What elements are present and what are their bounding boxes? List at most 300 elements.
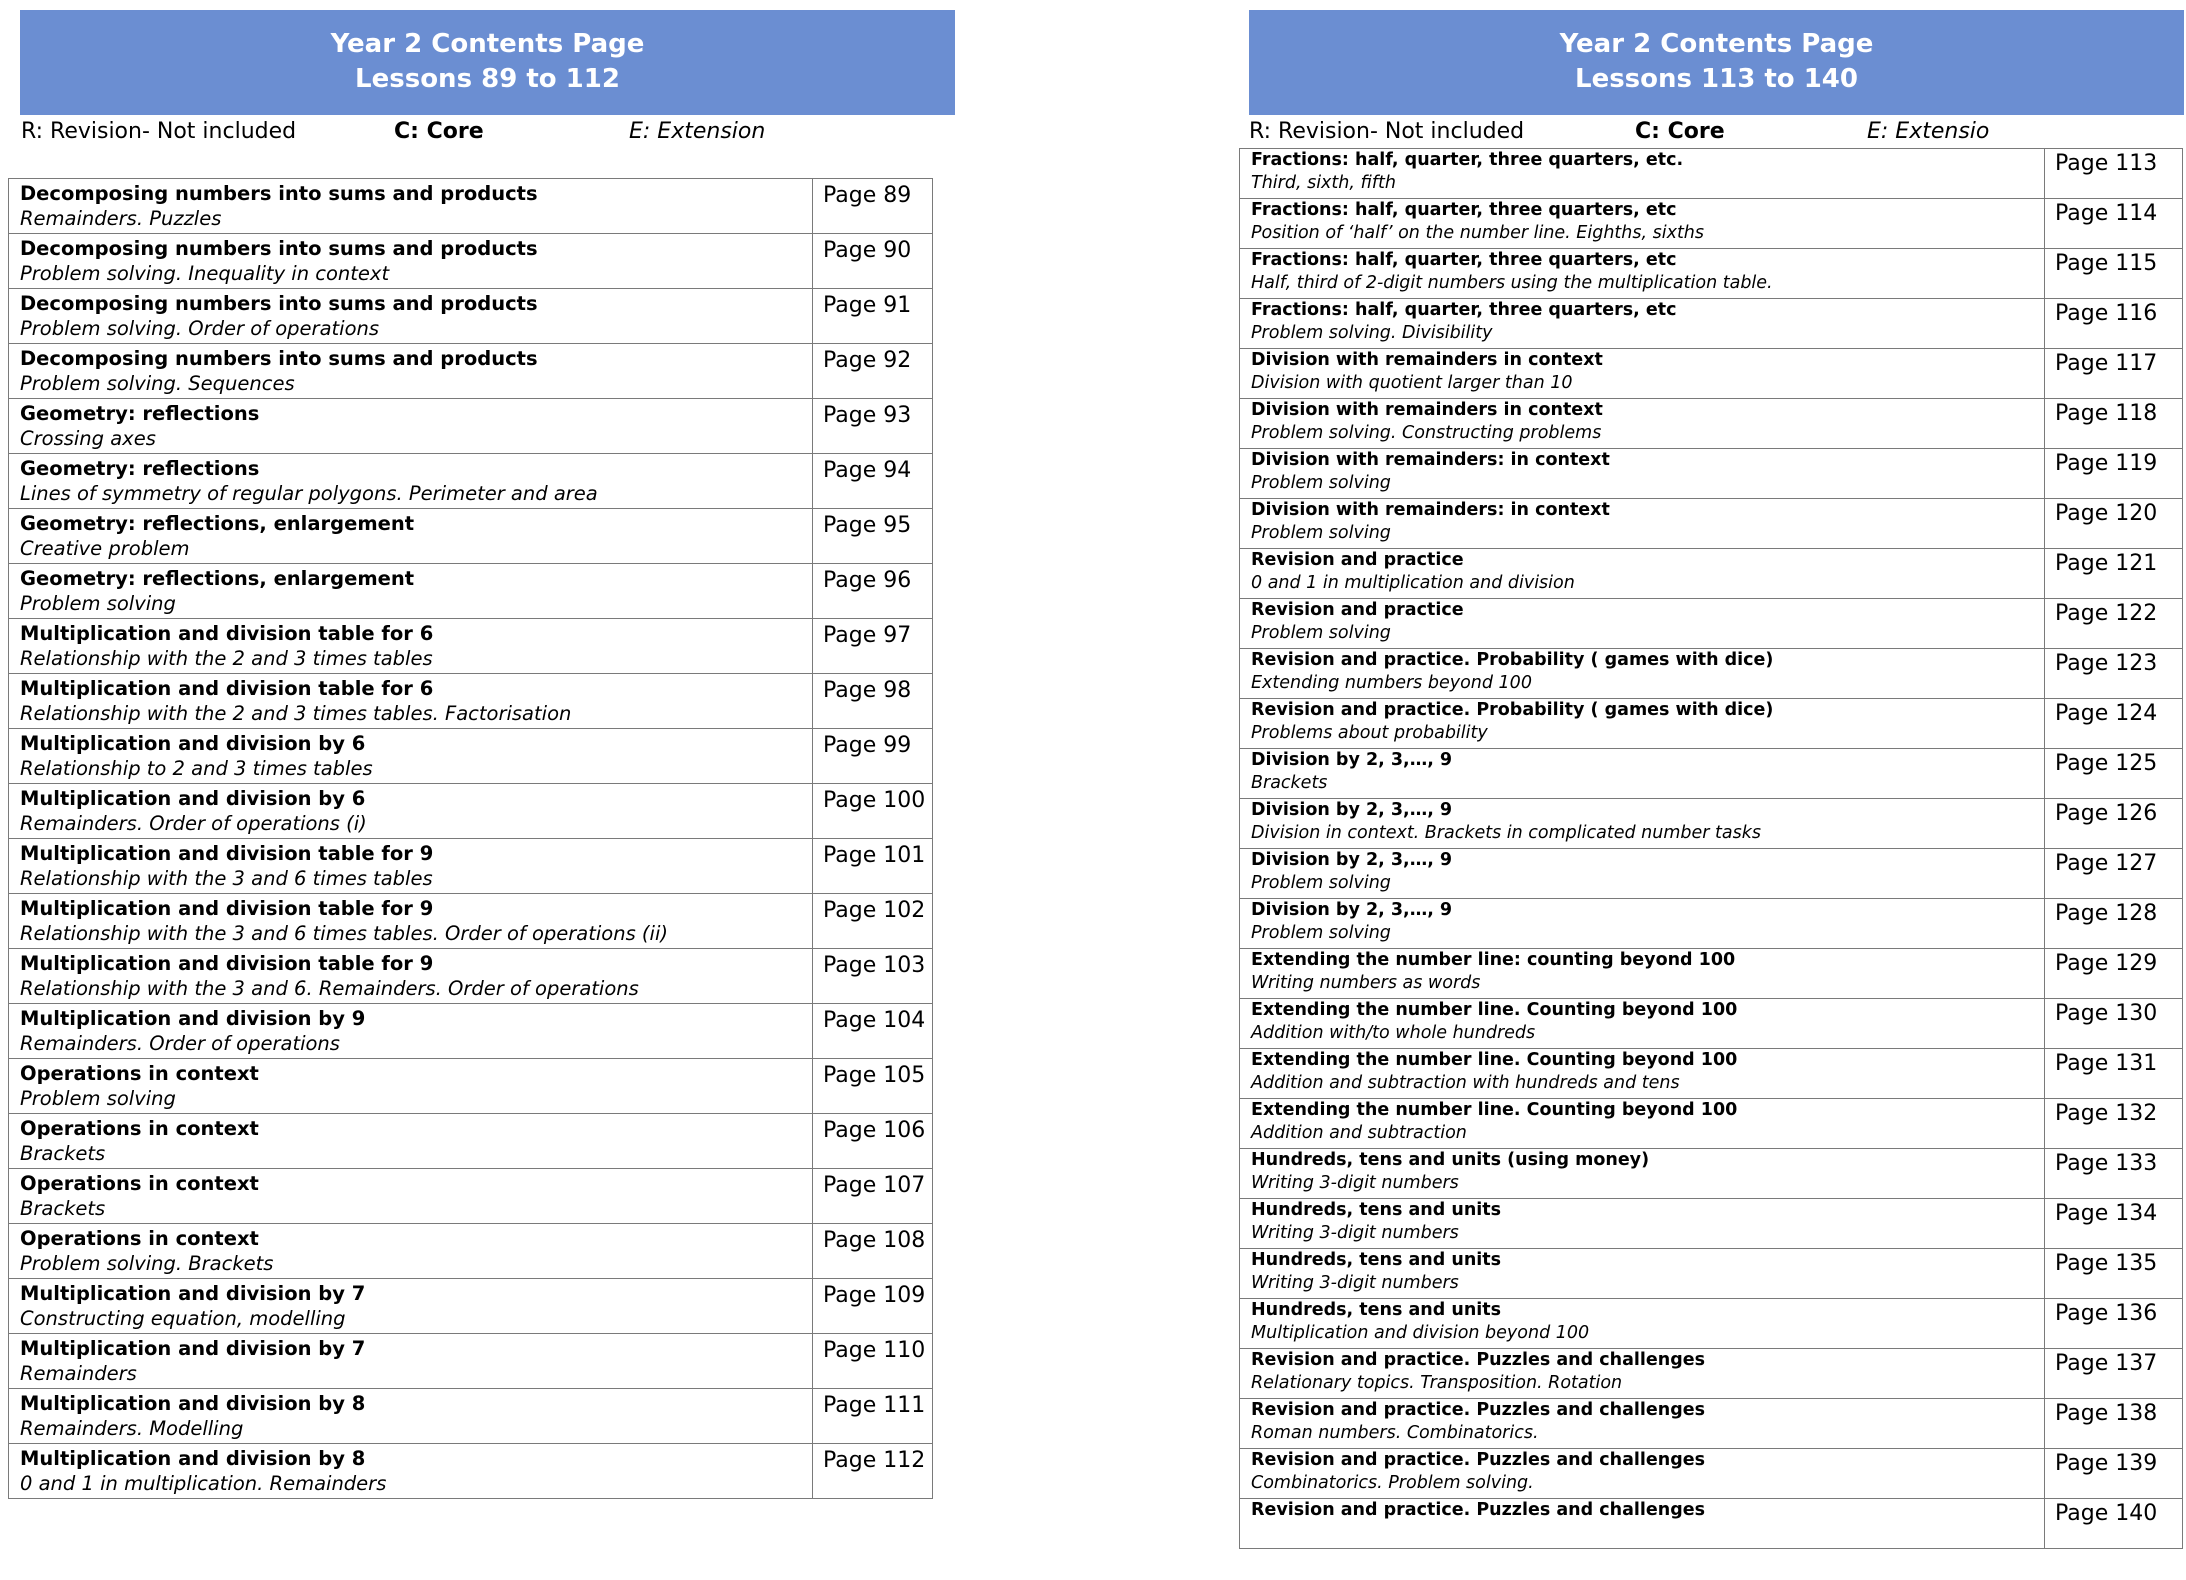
lesson-subtitle: Problem solving — [1251, 923, 1391, 943]
lesson-topic-cell — [9, 1224, 813, 1279]
table-row — [1240, 599, 2183, 649]
lesson-title: Operations in context — [20, 1227, 259, 1250]
lesson-topic-cell — [9, 509, 813, 564]
page-number-cell — [813, 509, 933, 564]
page-number: Page 110 — [823, 1338, 926, 1363]
page-number: Page 101 — [823, 843, 926, 868]
lesson-topic-cell — [1240, 199, 2045, 249]
lesson-title: Multiplication and division by 6 — [20, 787, 366, 810]
page-number: Page 126 — [2055, 801, 2158, 826]
lesson-topic-cell — [1240, 599, 2045, 649]
lesson-topic-cell — [1240, 249, 2045, 299]
page-number-cell — [2045, 499, 2183, 549]
lesson-title: Fractions: half, quarter, three quarters, etc — [1251, 250, 1677, 270]
lesson-title: Revision and practice. Puzzles and challenges — [1251, 1500, 1706, 1520]
lesson-topic-cell — [9, 179, 813, 234]
page-number-cell — [2045, 149, 2183, 199]
page-number: Page 100 — [823, 788, 926, 813]
lesson-title: Division by 2, 3,…, 9 — [1251, 850, 1453, 870]
page-number: Page 103 — [823, 953, 926, 978]
page-number: Page 124 — [2055, 701, 2158, 726]
page-number-cell — [813, 1389, 933, 1444]
lesson-title: Multiplication and division table for 9 — [20, 952, 434, 975]
lesson-title: Multiplication and division table for 9 — [20, 897, 434, 920]
lesson-subtitle: Relationship with the 3 and 6 times tables. Order of operations (ii) — [20, 922, 668, 945]
page-number-cell — [2045, 1499, 2183, 1549]
lesson-subtitle: Brackets — [1251, 773, 1328, 793]
lesson-title: Revision and practice — [1251, 600, 1464, 620]
table-row — [1240, 1199, 2183, 1249]
lesson-topic-cell — [9, 894, 813, 949]
legend-extension: E: Extensio — [1867, 119, 1990, 144]
right-contents-table — [1239, 148, 2183, 1549]
lesson-subtitle: Addition and subtraction with hundreds and tens — [1251, 1073, 1680, 1093]
lesson-title: Multiplication and division by 6 — [20, 732, 366, 755]
page-number: Page 118 — [2055, 401, 2158, 426]
lesson-title: Decomposing numbers into sums and products — [20, 347, 538, 370]
page-number: Page 105 — [823, 1063, 926, 1088]
lesson-topic-cell — [9, 1114, 813, 1169]
lesson-subtitle: Position of ‘half’ on the number line. Eighths, sixths — [1251, 223, 1705, 243]
page-number: Page 113 — [2055, 151, 2158, 176]
page-number: Page 98 — [823, 678, 912, 703]
lesson-topic-cell — [1240, 949, 2045, 999]
lesson-topic-cell — [1240, 699, 2045, 749]
table-row — [9, 1444, 933, 1499]
lesson-topic-cell — [1240, 1249, 2045, 1299]
page-number-cell — [2045, 749, 2183, 799]
lesson-subtitle: Writing 3-digit numbers — [1251, 1223, 1459, 1243]
table-row — [9, 344, 933, 399]
lesson-title: Revision and practice. Puzzles and challenges — [1251, 1350, 1706, 1370]
page-number-cell — [813, 619, 933, 674]
table-row — [1240, 499, 2183, 549]
left-legend — [21, 119, 921, 149]
lesson-subtitle: Problems about probability — [1251, 723, 1488, 743]
page-number-cell — [813, 454, 933, 509]
lesson-topic-cell — [9, 289, 813, 344]
lesson-topic-cell — [1240, 1199, 2045, 1249]
lesson-title: Decomposing numbers into sums and products — [20, 182, 538, 205]
lesson-topic-cell — [9, 1279, 813, 1334]
lesson-subtitle: Lines of symmetry of regular polygons. Perimeter and area — [20, 482, 598, 505]
left-contents-table — [8, 178, 933, 1499]
lesson-subtitle: Problem solving. Brackets — [20, 1252, 274, 1275]
lesson-subtitle: Relationship to 2 and 3 times tables — [20, 757, 373, 780]
lesson-topic-cell — [9, 1334, 813, 1389]
page-number: Page 139 — [2055, 1451, 2158, 1476]
lesson-subtitle: Constructing equation, modelling — [20, 1307, 346, 1330]
lesson-topic-cell — [1240, 1399, 2045, 1449]
lesson-title: Multiplication and division by 8 — [20, 1447, 366, 1470]
lesson-subtitle: Writing 3-digit numbers — [1251, 1173, 1459, 1193]
lesson-topic-cell — [9, 399, 813, 454]
page-number-cell — [813, 949, 933, 1004]
page-number-cell — [2045, 199, 2183, 249]
page-number: Page 135 — [2055, 1251, 2158, 1276]
lesson-subtitle: Addition and subtraction — [1251, 1123, 1467, 1143]
lesson-subtitle: 0 and 1 in multiplication and division — [1251, 573, 1575, 593]
lesson-subtitle: Addition with/to whole hundreds — [1251, 1023, 1536, 1043]
page-number-cell — [813, 784, 933, 839]
lesson-title: Fractions: half, quarter, three quarters, etc — [1251, 200, 1677, 220]
page-number: Page 128 — [2055, 901, 2158, 926]
lesson-subtitle: 0 and 1 in multiplication. Remainders — [20, 1472, 387, 1495]
page-number-cell — [813, 729, 933, 784]
table-row — [1240, 349, 2183, 399]
table-row — [9, 564, 933, 619]
page-number-cell — [813, 564, 933, 619]
lesson-topic-cell — [9, 839, 813, 894]
lesson-topic-cell — [1240, 1049, 2045, 1099]
lesson-title: Division with remainders: in context — [1251, 450, 1610, 470]
page-number: Page 129 — [2055, 951, 2158, 976]
table-row — [1240, 199, 2183, 249]
page-number: Page 125 — [2055, 751, 2158, 776]
left-header-banner — [20, 10, 955, 115]
lesson-subtitle: Half, third of 2-digit numbers using the multiplication table. — [1251, 273, 1773, 293]
page-number: Page 123 — [2055, 651, 2158, 676]
lesson-title: Multiplication and division by 7 — [20, 1282, 366, 1305]
page-number: Page 97 — [823, 623, 912, 648]
lesson-topic-cell — [1240, 349, 2045, 399]
page-number: Page 92 — [823, 348, 912, 373]
lesson-subtitle: Multiplication and division beyond 100 — [1251, 1323, 1590, 1343]
page-number: Page 122 — [2055, 601, 2158, 626]
lesson-topic-cell — [1240, 1099, 2045, 1149]
lesson-topic-cell — [1240, 1499, 2045, 1549]
lesson-topic-cell — [1240, 849, 2045, 899]
lesson-title: Division with remainders: in context — [1251, 500, 1610, 520]
page-number-cell — [813, 344, 933, 399]
page-number: Page 94 — [823, 458, 912, 483]
table-row — [1240, 1399, 2183, 1449]
legend-extension: E: Extension — [629, 119, 766, 144]
right-header-banner — [1249, 10, 2184, 115]
lesson-title: Extending the number line: counting beyond 100 — [1251, 950, 1736, 970]
lesson-title: Operations in context — [20, 1062, 259, 1085]
lesson-topic-cell — [9, 1389, 813, 1444]
page-number-cell — [2045, 1199, 2183, 1249]
lesson-title: Multiplication and division table for 6 — [20, 677, 434, 700]
table-row — [1240, 449, 2183, 499]
lesson-subtitle: Third, sixth, fifth — [1251, 173, 1396, 193]
table-row — [1240, 1449, 2183, 1499]
lesson-title: Multiplication and division by 8 — [20, 1392, 366, 1415]
page-number: Page 112 — [823, 1448, 926, 1473]
page-number-cell — [2045, 349, 2183, 399]
lesson-title: Fractions: half, quarter, three quarters, etc — [1251, 300, 1677, 320]
lesson-subtitle: Crossing axes — [20, 427, 156, 450]
table-row — [9, 1334, 933, 1389]
lesson-topic-cell — [1240, 1299, 2045, 1349]
lesson-topic-cell — [9, 1059, 813, 1114]
lesson-topic-cell — [9, 729, 813, 784]
right-legend — [1249, 119, 2184, 149]
lesson-subtitle: Creative problem — [20, 537, 190, 560]
page-number-cell — [2045, 799, 2183, 849]
lesson-subtitle: Problem solving — [20, 1087, 176, 1110]
page-number-cell — [813, 1059, 933, 1114]
lesson-subtitle: Remainders. Modelling — [20, 1417, 244, 1440]
lesson-topic-cell — [1240, 399, 2045, 449]
lesson-subtitle: Problem solving — [20, 592, 176, 615]
lesson-title: Geometry: reflections — [20, 402, 260, 425]
table-row — [9, 454, 933, 509]
lesson-topic-cell — [9, 784, 813, 839]
page-number: Page 116 — [2055, 301, 2158, 326]
lesson-topic-cell — [9, 454, 813, 509]
lesson-topic-cell — [1240, 1449, 2045, 1499]
lesson-title: Hundreds, tens and units — [1251, 1200, 1502, 1220]
table-row — [9, 1169, 933, 1224]
lesson-title: Hundreds, tens and units — [1251, 1250, 1502, 1270]
page-number: Page 127 — [2055, 851, 2158, 876]
lesson-topic-cell — [9, 1169, 813, 1224]
table-row — [9, 619, 933, 674]
lesson-subtitle: Brackets — [20, 1142, 106, 1165]
table-row — [9, 674, 933, 729]
page-number-cell — [813, 1224, 933, 1279]
lesson-title: Geometry: reflections — [20, 457, 260, 480]
page-number: Page 138 — [2055, 1401, 2158, 1426]
page-number: Page 111 — [823, 1393, 926, 1418]
page-number: Page 119 — [2055, 451, 2158, 476]
page-number-cell — [2045, 399, 2183, 449]
lesson-topic-cell — [1240, 149, 2045, 199]
lesson-subtitle: Writing numbers as words — [1251, 973, 1481, 993]
legend-core: C: Core — [1635, 119, 1725, 144]
lesson-subtitle: Problem solving — [1251, 623, 1391, 643]
lesson-subtitle: Remainders — [20, 1362, 137, 1385]
lesson-topic-cell — [9, 1004, 813, 1059]
lesson-topic-cell — [9, 234, 813, 289]
left-header-lessons: Lessons 89 to 112 — [355, 64, 620, 94]
lesson-title: Geometry: reflections, enlargement — [20, 512, 415, 535]
lesson-subtitle: Roman numbers. Combinatorics. — [1251, 1423, 1539, 1443]
page-number-cell — [2045, 549, 2183, 599]
lesson-title: Revision and practice. Probability ( games with dice) — [1251, 700, 1774, 720]
page-number-cell — [2045, 1449, 2183, 1499]
lesson-subtitle: Relationship with the 2 and 3 times tables. Factorisation — [20, 702, 572, 725]
page-number-cell — [2045, 299, 2183, 349]
page-number: Page 132 — [2055, 1101, 2158, 1126]
lesson-topic-cell — [1240, 899, 2045, 949]
table-row — [1240, 1099, 2183, 1149]
page-number: Page 114 — [2055, 201, 2158, 226]
lesson-subtitle: Problem solving — [1251, 523, 1391, 543]
lesson-subtitle: Remainders. Order of operations (i) — [20, 812, 367, 835]
lesson-subtitle: Problem solving. Divisibility — [1251, 323, 1493, 343]
lesson-topic-cell — [1240, 1349, 2045, 1399]
page-number: Page 117 — [2055, 351, 2158, 376]
lesson-subtitle: Writing 3-digit numbers — [1251, 1273, 1459, 1293]
lesson-title: Extending the number line. Counting beyond 100 — [1251, 1100, 1738, 1120]
lesson-title: Multiplication and division by 7 — [20, 1337, 366, 1360]
table-row — [1240, 549, 2183, 599]
page-number-cell — [813, 1004, 933, 1059]
page-number: Page 121 — [2055, 551, 2158, 576]
lesson-topic-cell — [1240, 449, 2045, 499]
page-number: Page 131 — [2055, 1051, 2158, 1076]
page-number: Page 95 — [823, 513, 912, 538]
lesson-subtitle: Remainders. Puzzles — [20, 207, 222, 230]
left-header-title: Year 2 Contents Page — [330, 29, 645, 59]
lesson-title: Multiplication and division table for 9 — [20, 842, 434, 865]
lesson-title: Operations in context — [20, 1117, 259, 1140]
table-row — [9, 1279, 933, 1334]
page-number-cell — [813, 839, 933, 894]
right-header-title: Year 2 Contents Page — [1559, 29, 1874, 59]
table-row — [1240, 849, 2183, 899]
page-number-cell — [813, 399, 933, 454]
page-number: Page 104 — [823, 1008, 926, 1033]
page-number: Page 106 — [823, 1118, 926, 1143]
lesson-subtitle: Division in context. Brackets in complicated number tasks — [1251, 823, 1761, 843]
lesson-topic-cell — [9, 619, 813, 674]
lesson-subtitle: Problem solving. Constructing problems — [1251, 423, 1602, 443]
lesson-title: Geometry: reflections, enlargement — [20, 567, 415, 590]
table-row — [1240, 1049, 2183, 1099]
page-number: Page 140 — [2055, 1501, 2158, 1526]
page-number-cell — [2045, 1249, 2183, 1299]
page-number: Page 91 — [823, 293, 912, 318]
page-number-cell — [2045, 999, 2183, 1049]
lesson-topic-cell — [1240, 1149, 2045, 1199]
page-number-cell — [813, 1334, 933, 1389]
table-row — [9, 289, 933, 344]
page-number: Page 120 — [2055, 501, 2158, 526]
page-number-cell — [813, 1444, 933, 1499]
lesson-topic-cell — [1240, 749, 2045, 799]
table-row — [1240, 1349, 2183, 1399]
table-row — [1240, 399, 2183, 449]
lesson-subtitle: Division with quotient larger than 10 — [1251, 373, 1573, 393]
page-number-cell — [813, 234, 933, 289]
lesson-title: Division by 2, 3,…, 9 — [1251, 800, 1453, 820]
lesson-title: Fractions: half, quarter, three quarters, etc. — [1251, 150, 1684, 170]
lesson-subtitle: Relationship with the 3 and 6 times tables — [20, 867, 433, 890]
lesson-subtitle: Combinatorics. Problem solving. — [1251, 1473, 1534, 1493]
lesson-title: Hundreds, tens and units — [1251, 1300, 1502, 1320]
lesson-title: Decomposing numbers into sums and products — [20, 237, 538, 260]
page-number-cell — [2045, 699, 2183, 749]
lesson-topic-cell — [9, 564, 813, 619]
table-row — [9, 1004, 933, 1059]
page-number-cell — [813, 1169, 933, 1224]
right-header-lessons: Lessons 113 to 140 — [1575, 64, 1858, 94]
page-number: Page 109 — [823, 1283, 926, 1308]
table-row — [1240, 699, 2183, 749]
legend-core: C: Core — [394, 119, 484, 144]
table-row — [9, 784, 933, 839]
lesson-title: Multiplication and division table for 6 — [20, 622, 434, 645]
lesson-title: Decomposing numbers into sums and products — [20, 292, 538, 315]
page-number: Page 136 — [2055, 1301, 2158, 1326]
lesson-topic-cell — [9, 674, 813, 729]
page-number: Page 115 — [2055, 251, 2158, 276]
lesson-topic-cell — [1240, 799, 2045, 849]
table-row — [9, 1224, 933, 1279]
page-number: Page 99 — [823, 733, 912, 758]
page-number-cell — [2045, 1299, 2183, 1349]
table-row — [9, 729, 933, 784]
table-row — [9, 399, 933, 454]
table-row — [9, 1059, 933, 1114]
page-number-cell — [2045, 849, 2183, 899]
table-row — [9, 839, 933, 894]
page-number-cell — [813, 1279, 933, 1334]
lesson-topic-cell — [1240, 499, 2045, 549]
lesson-title: Division with remainders in context — [1251, 350, 1603, 370]
lesson-title: Hundreds, tens and units (using money) — [1251, 1150, 1650, 1170]
lesson-title: Revision and practice. Puzzles and challenges — [1251, 1450, 1706, 1470]
lesson-topic-cell — [1240, 299, 2045, 349]
page-number-cell — [2045, 649, 2183, 699]
page-number-cell — [2045, 1099, 2183, 1149]
lesson-subtitle: Problem solving. Inequality in context — [20, 262, 390, 285]
lesson-subtitle: Problem solving — [1251, 473, 1391, 493]
lesson-title: Revision and practice. Puzzles and challenges — [1251, 1400, 1706, 1420]
lesson-title: Extending the number line. Counting beyond 100 — [1251, 1000, 1738, 1020]
page-number: Page 133 — [2055, 1151, 2158, 1176]
legend-revision: R: Revision- Not included — [1249, 119, 1525, 144]
legend-revision: R: Revision- Not included — [21, 119, 297, 144]
lesson-subtitle: Relationship with the 2 and 3 times tables — [20, 647, 433, 670]
page-number-cell — [2045, 1149, 2183, 1199]
lesson-topic-cell — [1240, 549, 2045, 599]
table-row — [1240, 749, 2183, 799]
page-number: Page 107 — [823, 1173, 926, 1198]
page-number: Page 130 — [2055, 1001, 2158, 1026]
table-row — [9, 234, 933, 289]
page-number: Page 89 — [823, 183, 912, 208]
table-row — [1240, 1499, 2183, 1549]
page-number-cell — [2045, 449, 2183, 499]
lesson-title: Division by 2, 3,…, 9 — [1251, 900, 1453, 920]
lesson-title: Extending the number line. Counting beyond 100 — [1251, 1050, 1738, 1070]
table-row — [1240, 299, 2183, 349]
table-row — [9, 1389, 933, 1444]
page-number: Page 90 — [823, 238, 912, 263]
page-number-cell — [813, 179, 933, 234]
lesson-subtitle: Extending numbers beyond 100 — [1251, 673, 1532, 693]
table-row — [1240, 649, 2183, 699]
table-row — [9, 894, 933, 949]
lesson-title: Multiplication and division by 9 — [20, 1007, 366, 1030]
lesson-topic-cell — [1240, 649, 2045, 699]
page-number: Page 108 — [823, 1228, 926, 1253]
table-row — [1240, 899, 2183, 949]
page-number: Page 102 — [823, 898, 926, 923]
page-number: Page 134 — [2055, 1201, 2158, 1226]
page-number-cell — [813, 674, 933, 729]
page-number-cell — [2045, 599, 2183, 649]
page-number-cell — [813, 894, 933, 949]
table-row — [1240, 799, 2183, 849]
page-number: Page 137 — [2055, 1351, 2158, 1376]
page-number-cell — [2045, 949, 2183, 999]
lesson-topic-cell — [1240, 999, 2045, 1049]
page-number-cell — [2045, 249, 2183, 299]
lesson-title: Revision and practice. Probability ( games with dice) — [1251, 650, 1774, 670]
table-row — [9, 949, 933, 1004]
page-number: Page 96 — [823, 568, 912, 593]
page-number-cell — [813, 1114, 933, 1169]
lesson-subtitle: Problem solving. Sequences — [20, 372, 295, 395]
page-number: Page 93 — [823, 403, 912, 428]
table-row — [1240, 1249, 2183, 1299]
